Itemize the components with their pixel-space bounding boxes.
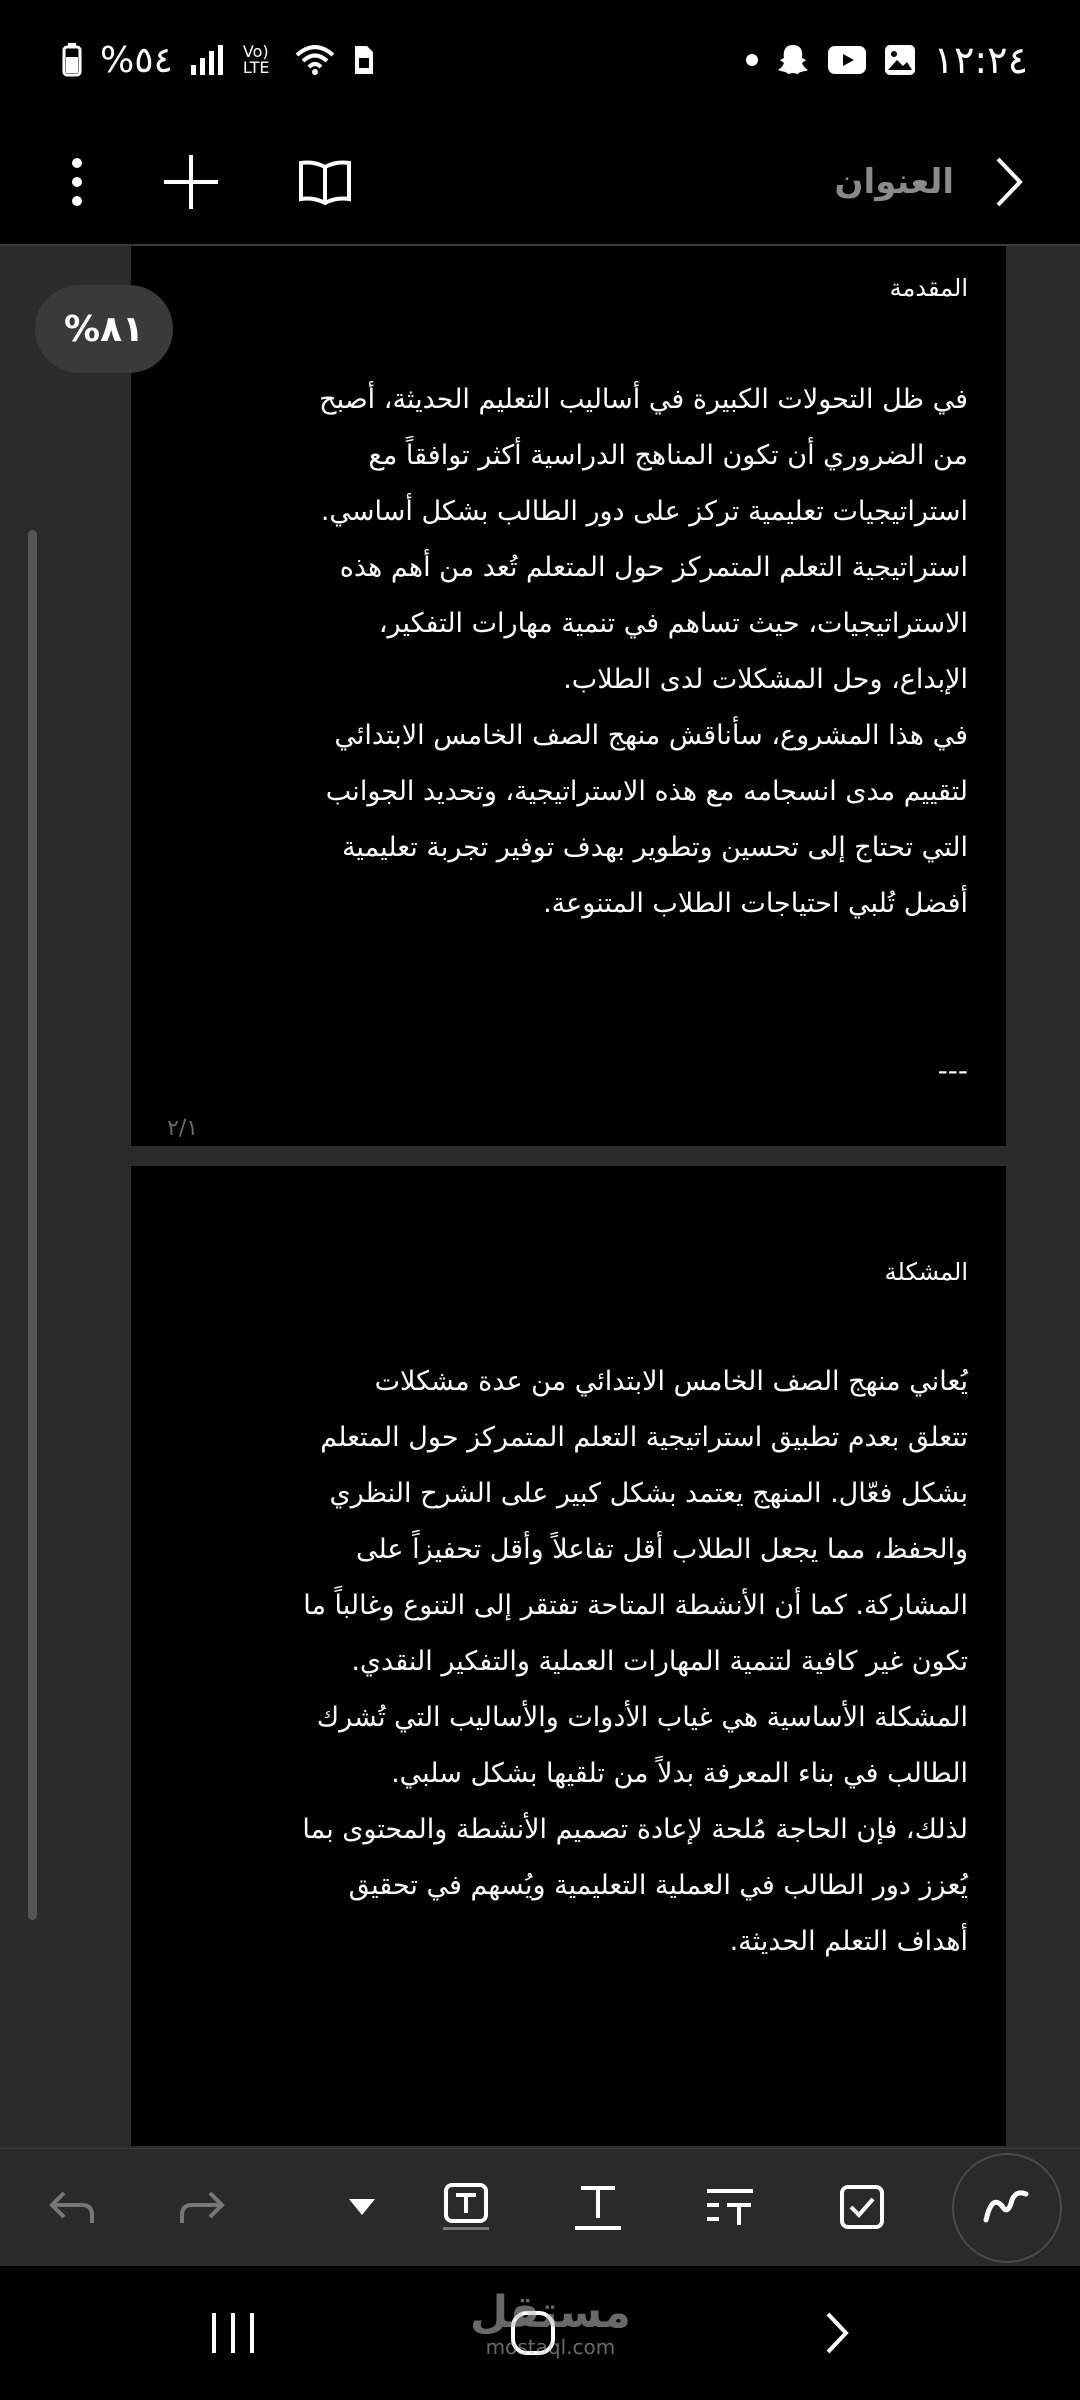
dot-icon	[746, 54, 758, 66]
chevron-right-icon	[824, 2310, 850, 2360]
gallery-icon	[884, 44, 916, 76]
undo-button[interactable]	[34, 2171, 110, 2247]
section-title-problem: المشكلة	[884, 1258, 968, 1286]
watermark-url: mostaql.com	[485, 2335, 616, 2359]
back-arrow-icon[interactable]	[994, 155, 1024, 209]
note-title[interactable]: العنوان	[834, 162, 954, 202]
signal-icon	[191, 45, 225, 75]
redo-icon	[178, 2187, 226, 2231]
vertical-scrollbar[interactable]	[28, 530, 37, 1920]
note-page-2[interactable]	[131, 1166, 1006, 2146]
problem-paragraph: يُعاني منهج الصف الخامس الابتدائي من عدة مشكلات تتعلق بعدم تطبيق استراتيجية التعلم المتمركز حول المتعلم بشكل فعّال. المنهج يعتمد بشكل كبير على الشرح النظري والحفظ، مما يجعل الطلاب أقل تفاعلاً وأقل تحفيزاً على المشاركة. كما أن الأنشطة المتاحة تفتقر إلى التنوع وغالباً ما تكون غير كافية لتنمية المهارات العملية والتفكير النقدي. المشكلة الأساسية هي غياب الأدوات والأساليب التي تُشرك الطالب في بناء المعرفة بدلاً من تلقيها بشكل سلبي. لذلك، فإن الحاجة مُلحة لإعادة تصميم الأنشطة والمحتوى بما يُعزز دور الطالب في العملية التعليمية ويُسهم في تحقيق أهداف التعلم الحديثة.	[302, 1366, 968, 1957]
recent-apps-icon	[210, 2313, 256, 2357]
undo-icon	[48, 2187, 96, 2231]
text-format-icon	[575, 2182, 621, 2236]
text-box-button[interactable]	[428, 2171, 504, 2247]
header-actions	[70, 155, 352, 209]
redo-button[interactable]	[164, 2171, 240, 2247]
text-box-icon	[443, 2182, 489, 2236]
pen-mode-button[interactable]	[952, 2153, 1062, 2263]
wifi-icon	[295, 45, 335, 75]
editing-toolbar	[0, 2148, 1080, 2266]
text-style-button[interactable]	[692, 2171, 768, 2247]
status-time: ١٢:٢٤	[933, 38, 1028, 82]
more-options-icon[interactable]	[70, 157, 84, 207]
dropdown-button[interactable]	[324, 2171, 400, 2247]
status-right	[746, 38, 1028, 82]
watermark-logo-text: مستقل	[470, 2287, 631, 2338]
battery-percent: %٥٤	[100, 39, 173, 81]
snapchat-icon	[776, 43, 810, 77]
status-left	[62, 40, 375, 81]
text-format-button[interactable]	[560, 2171, 636, 2247]
watermark	[470, 2287, 631, 2359]
section-divider: ---	[937, 1054, 968, 1087]
section-title-introduction: المقدمة	[889, 274, 968, 302]
header-title-group	[835, 155, 1024, 209]
chevron-down-icon	[349, 2199, 375, 2219]
status-bar	[0, 0, 1080, 120]
recent-apps-button[interactable]	[188, 2290, 278, 2380]
page-number: ٢/١	[167, 1116, 199, 1141]
checkbox-icon	[839, 2184, 885, 2234]
sim-icon	[353, 44, 375, 76]
text-style-icon	[705, 2187, 755, 2231]
checkbox-button[interactable]	[824, 2171, 900, 2247]
youtube-icon	[828, 46, 866, 74]
pen-icon	[982, 2186, 1032, 2230]
back-button[interactable]	[792, 2290, 882, 2380]
note-header	[0, 120, 1080, 244]
note-page-1[interactable]	[131, 246, 1006, 1146]
network-label: Vo) LTE	[242, 42, 270, 77]
zoom-level-badge[interactable]: %٨١	[35, 285, 173, 373]
battery-icon	[62, 43, 82, 77]
add-icon[interactable]	[164, 155, 218, 209]
reading-mode-icon[interactable]	[298, 159, 352, 205]
introduction-paragraph: في ظل التحولات الكبيرة في أساليب التعليم الحديثة، أصبح من الضروري أن تكون المناهج الدراسية أكثر توافقاً مع استراتيجيات تعليمية تركز على دور الطالب بشكل أساسي. استراتيجية التعلم المتمركز حول المتعلم تُعد من أهم هذه الاستراتيجيات، حيث تساهم في تنمية مهارات التفكير، الإبداع، وحل المشكلات لدى الطلاب. في هذا المشروع، سأناقش منهج الصف الخامس الابتدائي لتقييم مدى انسجامه مع هذه الاستراتيجية، وتحديد الجوانب التي تحتاج إلى تحسين وتطوير بهدف توفير تجربة تعليمية أفضل تُلبي احتياجات الطلاب المتنوعة.	[319, 384, 968, 919]
